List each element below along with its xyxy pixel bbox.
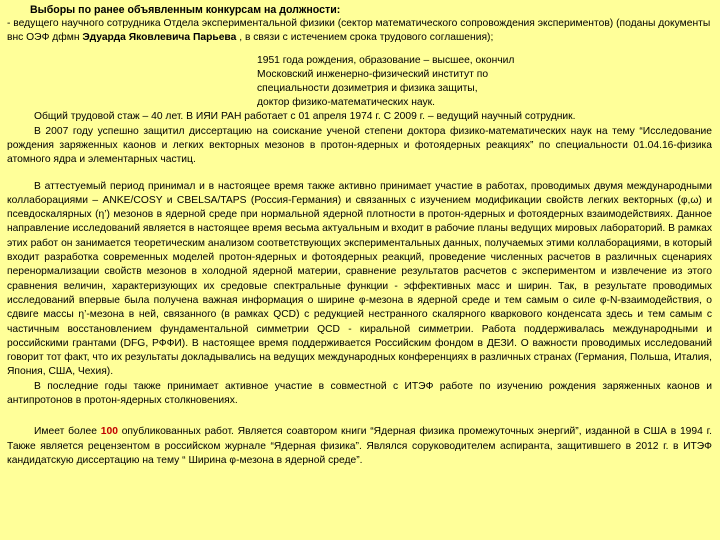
- paragraph-recent: В последние годы также принимает активное участие в совместной с ИТЭФ работе по изучению рождения заряженных каонов и антипротонов в протон-ядерных столкновениях.: [7, 380, 712, 407]
- candidate-name: Эдуарда Яковлевича Парьева: [82, 32, 237, 44]
- publications-count: 100: [100, 426, 118, 438]
- position-description: [7, 17, 712, 46]
- bio-line-institute: Московский инженерно-физический институт по: [257, 68, 489, 80]
- candidate-bio: [257, 54, 519, 111]
- bio-line-specialty: специальности дозиметрия и физика защиты,: [257, 83, 478, 94]
- publications-text-after: опубликованных работ. Является соавтором книги “Ядерная физика промежуточных энергий”, изданной в США в 1994 г. Также является рецензентом в российском журнале “Ядерная физика”. Являлся соруководителем аспиранта, защитившего в 2012 г. в ИТЭФ кандидатскую диссертацию на тему “ Ширина φ-мезона в ядерной среде”.: [7, 426, 713, 466]
- publications-text-before: Имеет более: [34, 426, 101, 438]
- position-text-after: , в связи с истечением срока трудового соглашения);: [236, 32, 494, 44]
- paragraph-dissertation: В 2007 году успешно защитил диссертацию на соискание ученой степени доктора физико-математических наук на тему “Исследование рождения заряженных каонов и легких векторных мезонов в протон-ядерных и фотоядерных реакциях” по специальности 01.04.16-физика атомного ядра и элементарных частиц.: [7, 125, 712, 166]
- bio-line-birth: 1951 года рождения, образование – высшее, окончил: [257, 54, 515, 66]
- bio-line-degree: доктор физико-математических наук.: [257, 97, 436, 109]
- page-heading: Выборы по ранее объявленным конкурсам на должности:: [30, 4, 341, 16]
- paragraph-research: В аттестуемый период принимал и в настоящее время также активно принимает участие в работах, проводимых двумя международными коллаборациями – ANKE/COSY и CBELSA/TAPS (Россия-Германия) и связанных с изучением модификации свойств легких векторных (φ,ω) и псевдоскалярных (η’) мезонов в ядерной среде при нормальной ядерной плотности в протон-ядерных и фотоядерных взаимодействиях. Данное направление исследований является в настоящее время весьма актуальным и входит в рабочие планы ведущих мировых лабораторий. В рамках этих работ он занимается теоретическим анализом соответствующих экспериментальных данных, получаемых этими коллаборациями, в который входит разработка современных моделей протон-ядерных и фотоядерных реакций, проведение численных расчетов в различных сценариях перенормализации свойств мезонов в холодной ядерной материи, сравнение результатов расчетов с экспериментом и извлечение из этого сравнения величин, характеризующих их средовые спектральные функции - эффективных масс и ширин. Так, в результате проводимых исследований впервые была получена важная информация о ширине φ-мезона в ядерной среде и тем самым о силе φ-N-взаимодействия, о сдвиге массы η’-мезона в ней, связанного (в рамках QCD) с редукцией нестранного скалярного кваркового конденсата здесь и тем самым с частичным восстановлением фундаментальной симметрии QCD - киральной симметрии. Работа поддерживалась международными и российскими грантами (DFG, РФФИ). В настоящее время поддерживается Российским фондом в ДЕЗИ. О важности проводимых исследований говорит тот факт, что их результаты докладывались на ведущих международных конференциях в различных странах (Германия, Польша, Италия, Япония, США, Чехия).: [7, 180, 712, 378]
- paragraph-experience: Общий трудовой стаж – 40 лет. В ИЯИ РАН работает с 01 апреля 1974 г. С 2009 г. – ведущий научный сотрудник.: [34, 111, 576, 123]
- position-text-before: - ведущего научного сотрудника Отдела экспериментальной физики (сектор математического сопровождения экспериментов) (поданы документы внс ОЭФ дфмн: [7, 18, 711, 44]
- paragraph-publications: [7, 425, 712, 468]
